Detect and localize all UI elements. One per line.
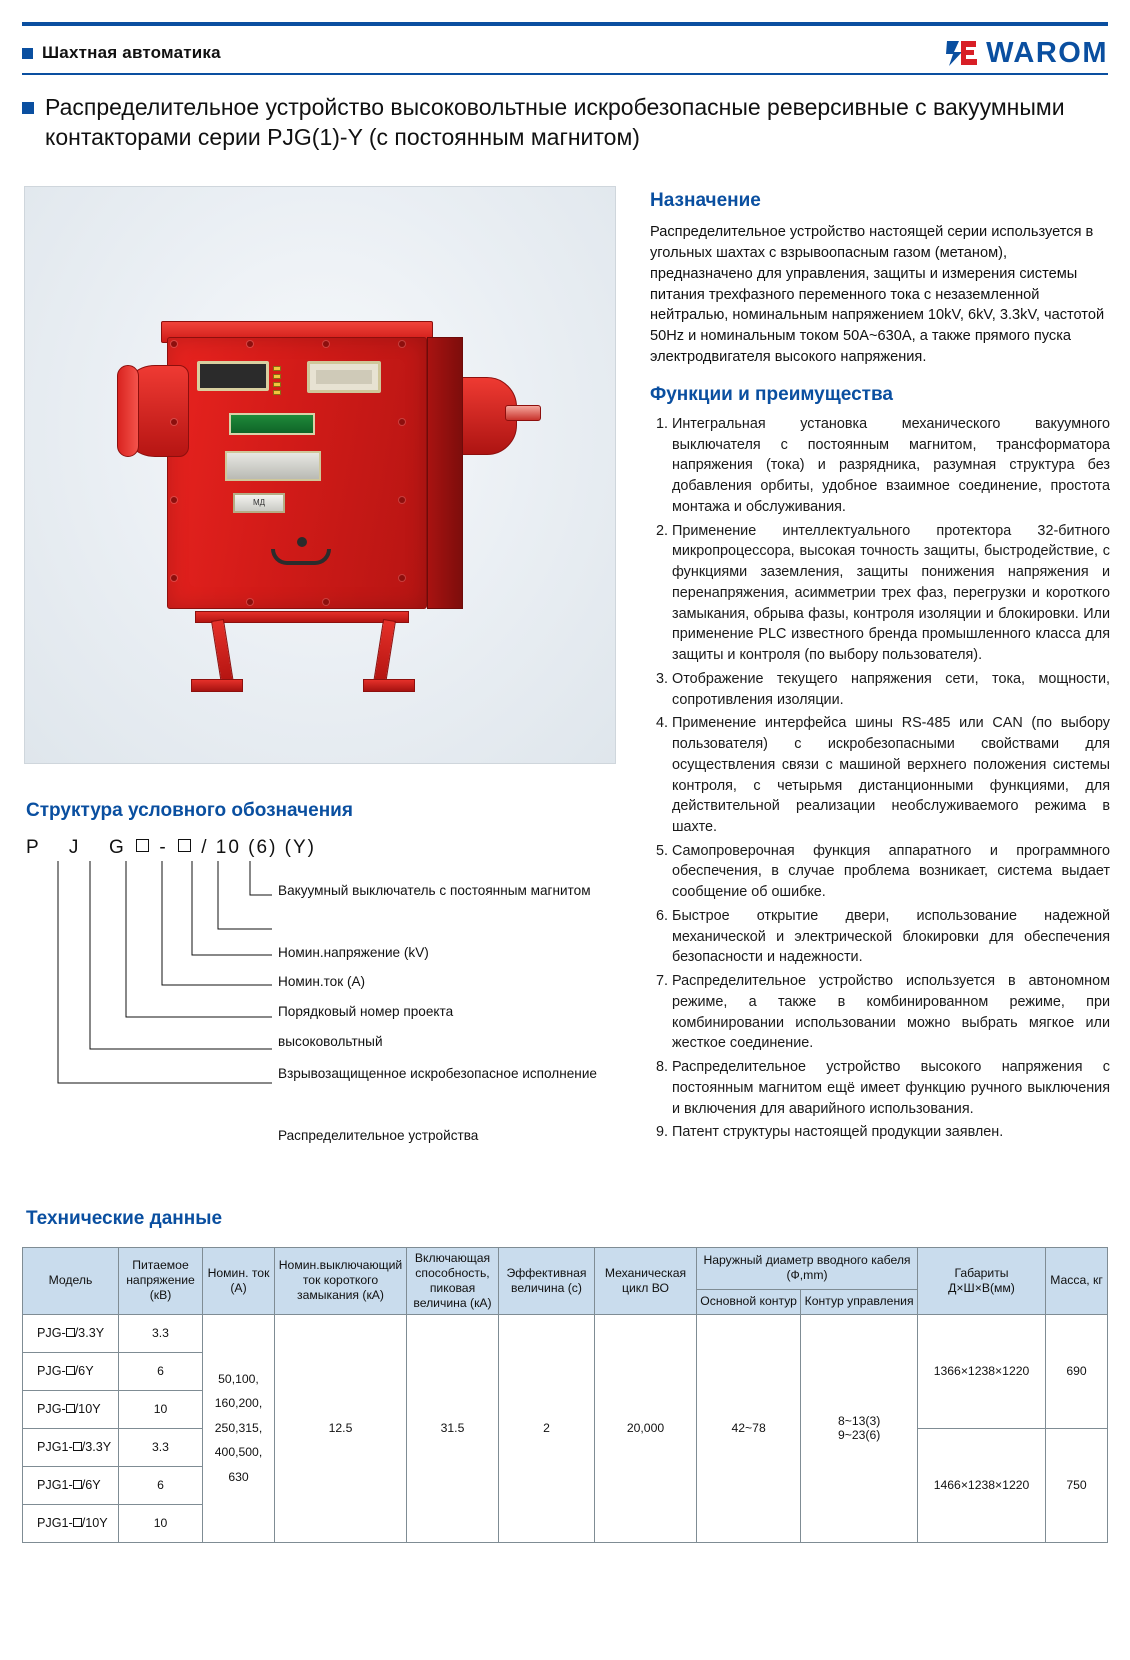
- code-letter-p: P: [26, 837, 41, 858]
- designation-label-3: Порядковый номер проекта: [278, 1004, 454, 1019]
- model-prefix: PJG-: [37, 1364, 66, 1378]
- cell-breaking: 12.5: [275, 1314, 407, 1542]
- model-prefix: PJG1-: [37, 1516, 73, 1530]
- model-prefix: PJG1-: [37, 1440, 73, 1454]
- th-voltage: Питаемое напряжение (кВ): [119, 1248, 203, 1315]
- bullet-square-icon: [22, 102, 34, 114]
- designation-label-6: Распределительное устройства: [278, 1128, 479, 1143]
- enclosure-right-side: [427, 337, 463, 609]
- control-circuit-line-1: 8~13(3): [837, 1414, 881, 1428]
- features-heading: Функции и преимущества: [650, 384, 893, 406]
- section-label: Шахтная автоматика: [42, 43, 221, 62]
- model-box-icon: [73, 1518, 82, 1527]
- model-suffix: /6Y: [74, 1364, 94, 1378]
- tech-heading: Технические данные: [26, 1208, 223, 1229]
- th-making: Включающая способность, пиковая величина (кА): [407, 1248, 499, 1315]
- cell-dimensions-1: 1366×1238×1220: [918, 1314, 1046, 1428]
- th-main-circuit: Основной контур: [697, 1289, 801, 1314]
- product-image: [24, 186, 616, 764]
- designation-label-5: Взрывозащищенное искробезопасное исполнение: [278, 1066, 597, 1081]
- technical-data-table: [22, 1247, 1108, 1543]
- product-title-block: [22, 92, 1082, 153]
- cell-model: [23, 1428, 119, 1466]
- model-box-icon: [73, 1442, 82, 1451]
- designation-label-4: высоковольтный: [278, 1034, 383, 1049]
- list-item: 8. Распределительное устройство высокого напряжения с постоянным магнитом ещё имеет функцию ручного выключения и включения для аварийного использования.: [672, 1057, 1110, 1119]
- bullet-square-icon: [22, 48, 33, 59]
- th-mass: Масса, кг: [1046, 1248, 1108, 1315]
- cell-control-circuit: [801, 1314, 918, 1542]
- header-top-rule: [22, 22, 1108, 26]
- bolt-array: [165, 335, 429, 611]
- switchgear-illustration: [121, 265, 541, 695]
- th-mech-cycles: Механическая цикл ВО: [595, 1248, 697, 1315]
- designation-diagram: [22, 833, 632, 1143]
- cell-making: 31.5: [407, 1314, 499, 1542]
- right-column: [650, 190, 1110, 1146]
- right-cylinder-tip: [505, 405, 541, 421]
- page-header: [22, 36, 1108, 70]
- cell-mass-1: 690: [1046, 1314, 1108, 1428]
- cell-model: [23, 1504, 119, 1542]
- cell-main-circuit: 42~78: [697, 1314, 801, 1542]
- code-letter-j: J: [68, 837, 81, 858]
- cell-voltage: 3.3: [119, 1314, 203, 1352]
- list-item: 7. Распределительное устройство используется в автономном режиме, а также в комбинированном режиме, при комбинировании использовании можно выбрать мягкое или жесткое соединение.: [672, 971, 1110, 1054]
- model-box-icon: [73, 1480, 82, 1489]
- warom-mark-icon: [945, 38, 979, 68]
- th-breaking: Номин.выключающий ток короткого замыкания (кА): [275, 1248, 407, 1315]
- model-suffix: /3.3Y: [74, 1326, 105, 1340]
- list-item: 4. Применение интерфейса шины RS-485 или CAN (по выбору пользователя) с искробезопасными свойствами для осуществления связи с машиной верхнего положения системы контроля, с четырьмя дистанционными функциями, для действительной реализации необслуживаемого режима в шахте.: [672, 713, 1110, 837]
- list-item: 2. Применение интеллектуального протектора 32-битного микропроцессора, высокая точность защиты, быстродействие, с функциями заземления, защиты понижения напряжения и перенапряжения, асимметрии трех фаз, перегрузки и короткого замыкания, обрыва фазы, контроля изоляции и блокировки. Или применение PLC известного бренда промышленного класса для защиты и контроля (по выбору пользователя).: [672, 521, 1110, 666]
- support-stand: [195, 611, 409, 693]
- page-title: Распределительное устройство высоковольтные искробезопасные реверсивные с вакуумными контакторами серии PJG(1)-Y (с постоянным магнитом): [45, 94, 1065, 151]
- cell-dimensions-2: 1466×1238×1220: [918, 1428, 1046, 1542]
- purpose-text: Распределительное устройство настоящей серии используется в угольных шахтах с взрывоопасным газом (метаном), предназначено для управления, защиты и измерения системы питания трехфазного переменного тока с незаземленной нейтралью, номинальным напряжением 10kV, 6kV, 3.3kV, частотой 50Hz и номинальным током 50A~630A, а также прямого пуска электродвигателя высокого напряжения.: [650, 224, 1105, 366]
- brand-logo: [945, 37, 1108, 70]
- designation-code: P J G - / 10 (6) (Y): [26, 837, 317, 858]
- marking-plate: МД: [233, 493, 285, 513]
- th-control-circuit: Контур управления: [801, 1289, 918, 1314]
- th-effective: Эффективная величина (с): [499, 1248, 595, 1315]
- th-model: Модель: [23, 1248, 119, 1315]
- designation-label-0: Вакуумный выключатель с постоянным магнитом: [278, 883, 591, 898]
- th-cable-diameter: Наружный диаметр вводного кабеля (Ф,mm): [697, 1248, 918, 1290]
- designation-heading: Структура условного обозначения: [26, 800, 353, 821]
- purpose-heading: Назначение: [650, 190, 761, 211]
- header-bottom-rule: [22, 73, 1108, 75]
- list-item: 1. Интегральная установка механического вакуумного выключателя с постоянным магнитом, трансформатора напряжения (тока) и разрядника, разумная структура без добавления орбиты, удобное взаимное соединение, простота монтажа и обслуживания.: [672, 414, 1110, 518]
- table-row: [23, 1314, 1108, 1352]
- table-header-row: [23, 1248, 1108, 1290]
- cell-model: [23, 1466, 119, 1504]
- model-suffix: /6Y: [81, 1478, 101, 1492]
- features-list: [650, 414, 1110, 1143]
- designation-label-1: Номин.напряжение (kV): [278, 945, 429, 960]
- table-head: [23, 1248, 1108, 1315]
- cell-voltage: 10: [119, 1504, 203, 1542]
- code-tail: / 10 (6) (Y): [201, 837, 317, 858]
- cell-voltage: 3.3: [119, 1428, 203, 1466]
- model-box-icon: [66, 1404, 75, 1413]
- cell-voltage: 10: [119, 1390, 203, 1428]
- designation-leader-lines: [22, 833, 632, 1103]
- model-box-icon: [66, 1328, 75, 1337]
- cell-voltage: 6: [119, 1466, 203, 1504]
- model-prefix: PJG-: [37, 1326, 66, 1340]
- cell-mass-2: 750: [1046, 1428, 1108, 1542]
- th-dimensions: Габариты Д×Ш×В(мм): [918, 1248, 1046, 1315]
- model-suffix: /10Y: [81, 1516, 108, 1530]
- list-item: 5. Самопроверочная функция аппаратного и программного обеспечения, в случае проблема возникает, система выдает сообщение об ошибке.: [672, 841, 1110, 903]
- model-box-icon: [66, 1366, 75, 1375]
- cell-voltage: 6: [119, 1352, 203, 1390]
- code-letter-g: G: [108, 837, 126, 858]
- designation-label-2: Номин.ток (A): [278, 974, 366, 989]
- model-suffix: /3.3Y: [81, 1440, 112, 1454]
- left-cylinder-cap: [117, 365, 139, 457]
- th-current: Номин. ток (А): [203, 1248, 275, 1315]
- cell-model: [23, 1390, 119, 1428]
- model-prefix: PJG-: [37, 1402, 66, 1416]
- cell-current: 50,100, 160,200, 250,315, 400,500, 630: [203, 1314, 275, 1542]
- model-suffix: /10Y: [74, 1402, 101, 1416]
- brand-name: WAROM: [986, 36, 1108, 69]
- cell-mech-cycles: 20,000: [595, 1314, 697, 1542]
- header-section: [22, 43, 221, 63]
- cell-model: [23, 1352, 119, 1390]
- model-prefix: PJG1-: [37, 1478, 73, 1492]
- list-item: 9. Патент структуры настоящей продукции заявлен.: [672, 1122, 1110, 1143]
- table-body: [23, 1314, 1108, 1542]
- list-item: 3. Отображение текущего напряжения сети, тока, мощности, сопротивления изоляции.: [672, 669, 1110, 710]
- cell-model: [23, 1314, 119, 1352]
- list-item: 6. Быстрое открытие двери, использование надежной механической и электрической блокировки для обеспечения безопасности и надежности.: [672, 906, 1110, 968]
- control-circuit-line-2: 9~23(6): [837, 1428, 881, 1442]
- cell-effective: 2: [499, 1314, 595, 1542]
